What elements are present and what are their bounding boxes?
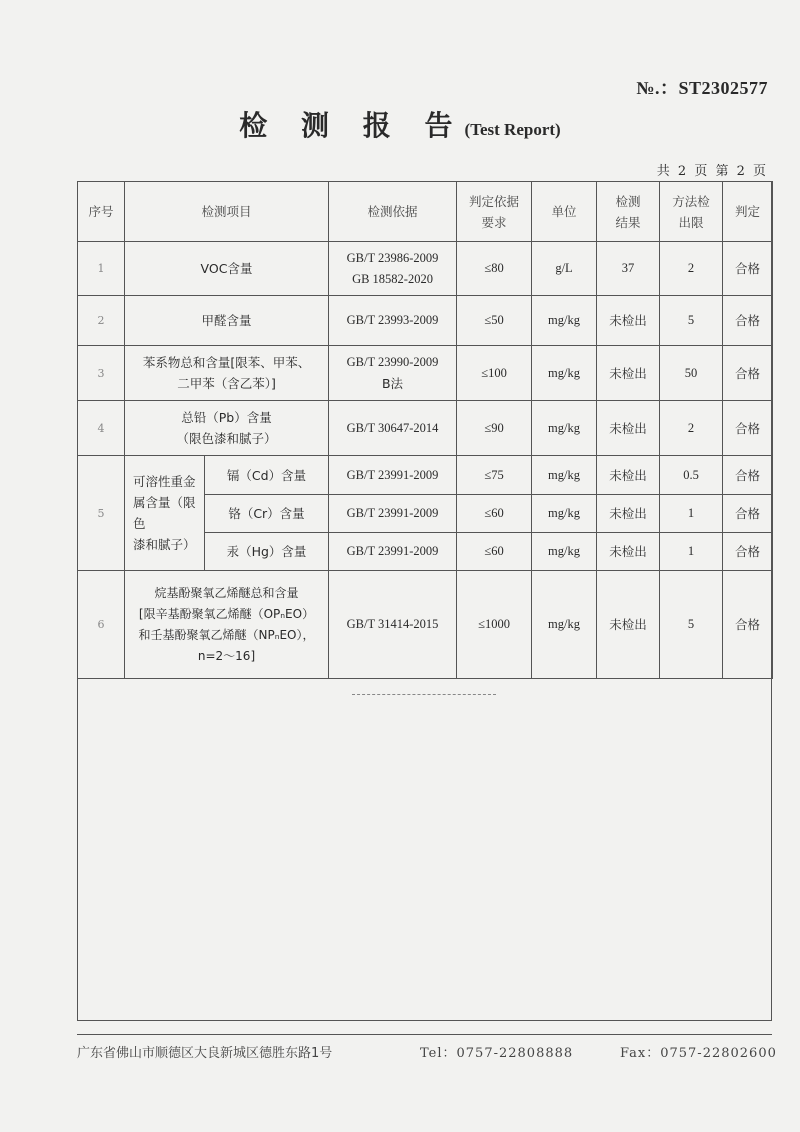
row-unit: g/L xyxy=(532,242,597,296)
row-basis: GB/T 23991-2009 xyxy=(329,495,457,533)
row-limit: ≤90 xyxy=(457,401,532,456)
title-chinese: 检 测 报 告 xyxy=(239,109,465,142)
row-mdl: 1 xyxy=(660,495,723,533)
header-verdict: 判定 xyxy=(723,182,773,242)
row-mdl: 5 xyxy=(660,296,723,346)
row-mdl: 1 xyxy=(660,533,723,571)
row-verdict: 合格 xyxy=(723,456,773,495)
row-verdict: 合格 xyxy=(723,401,773,456)
row-result: 未检出 xyxy=(597,571,660,679)
row-limit: ≤75 xyxy=(457,456,532,495)
row-result: 未检出 xyxy=(597,346,660,401)
row-mdl: 2 xyxy=(660,242,723,296)
row-mdl: 0.5 xyxy=(660,456,723,495)
row-result: 37 xyxy=(597,242,660,296)
table-row xyxy=(78,296,773,346)
row-result: 未检出 xyxy=(597,533,660,571)
row-mdl: 5 xyxy=(660,571,723,679)
row-unit: mg/kg xyxy=(532,296,597,346)
row-limit: ≤60 xyxy=(457,533,532,571)
row-limit: ≤60 xyxy=(457,495,532,533)
row-limit: ≤80 xyxy=(457,242,532,296)
report-number: №.：ST2302577 xyxy=(636,78,768,98)
row-result: 未检出 xyxy=(597,456,660,495)
row-unit: mg/kg xyxy=(532,456,597,495)
end-of-table-marker xyxy=(352,694,496,695)
header-seq: 序号 xyxy=(78,182,125,242)
row-basis: GB/T 23991-2009 xyxy=(329,456,457,495)
footer-fax: Fax：0757-22802600 xyxy=(620,1046,777,1061)
row-unit: mg/kg xyxy=(532,495,597,533)
row-result: 未检出 xyxy=(597,401,660,456)
row-item: 镉（Cd）含量 xyxy=(205,456,329,495)
row-verdict: 合格 xyxy=(723,571,773,679)
row-item: 铬（Cr）含量 xyxy=(205,495,329,533)
row-limit: ≤50 xyxy=(457,296,532,346)
row-basis: GB/T 23993-2009 xyxy=(329,296,457,346)
title-english: (Test Report) xyxy=(464,120,561,139)
row-limit: ≤100 xyxy=(457,346,532,401)
row-unit: mg/kg xyxy=(532,571,597,679)
test-results-table xyxy=(77,181,773,679)
row-unit: mg/kg xyxy=(532,533,597,571)
page-count: 共 2 页 第 2 页 xyxy=(656,164,768,179)
row-verdict: 合格 xyxy=(723,495,773,533)
row-result: 未检出 xyxy=(597,495,660,533)
footer-address: 广东省佛山市顺德区大良新城区德胜东路1号 xyxy=(77,1046,333,1061)
row-verdict: 合格 xyxy=(723,533,773,571)
row-group-item: 可溶性重金 属含量（限色 漆和腻子） xyxy=(125,456,205,571)
row-basis: GB/T 23991-2009 xyxy=(329,533,457,571)
header-mdl: 方法检出限 xyxy=(660,182,723,242)
table-row xyxy=(78,456,773,495)
row-item: 烷基酚聚氧乙烯醚总和含量 [限辛基酚聚氧乙烯醚（OPₙEO） 和壬基酚聚氧乙烯醚（NPₙEO）， n=2～16] xyxy=(125,571,329,679)
row-seq: 3 xyxy=(78,346,125,401)
row-item: 甲醛含量 xyxy=(125,296,329,346)
table-row xyxy=(78,346,773,401)
row-mdl: 2 xyxy=(660,401,723,456)
row-seq: 4 xyxy=(78,401,125,456)
header-limit: 判定依据要求 xyxy=(457,182,532,242)
table-row xyxy=(78,571,773,679)
table-row xyxy=(78,401,773,456)
row-unit: mg/kg xyxy=(532,346,597,401)
row-item: 汞（Hg）含量 xyxy=(205,533,329,571)
header-result: 检测结果 xyxy=(597,182,660,242)
header-basis: 检测依据 xyxy=(329,182,457,242)
row-seq: 5 xyxy=(78,456,125,571)
row-verdict: 合格 xyxy=(723,346,773,401)
row-unit: mg/kg xyxy=(532,401,597,456)
row-basis: GB/T 31414-2015 xyxy=(329,571,457,679)
row-item: 苯系物总和含量[限苯、甲苯、 二甲苯（含乙苯）] xyxy=(125,346,329,401)
row-limit: ≤1000 xyxy=(457,571,532,679)
row-basis: GB/T 23986-2009 GB 18582-2020 xyxy=(329,242,457,296)
footer-tel: Tel：0757-22808888 xyxy=(420,1046,574,1061)
row-basis: GB/T 30647-2014 xyxy=(329,401,457,456)
table-header-row xyxy=(78,182,773,242)
footer-divider xyxy=(77,1034,772,1035)
header-item: 检测项目 xyxy=(125,182,329,242)
row-item: 总铅（Pb）含量 （限色漆和腻子） xyxy=(125,401,329,456)
row-seq: 2 xyxy=(78,296,125,346)
row-verdict: 合格 xyxy=(723,296,773,346)
row-mdl: 50 xyxy=(660,346,723,401)
row-result: 未检出 xyxy=(597,296,660,346)
table-row xyxy=(78,242,773,296)
row-item: VOC含量 xyxy=(125,242,329,296)
header-unit: 单位 xyxy=(532,182,597,242)
row-basis: GB/T 23990-2009 B法 xyxy=(329,346,457,401)
row-seq: 6 xyxy=(78,571,125,679)
report-title xyxy=(0,104,800,144)
row-seq: 1 xyxy=(78,242,125,296)
row-verdict: 合格 xyxy=(723,242,773,296)
